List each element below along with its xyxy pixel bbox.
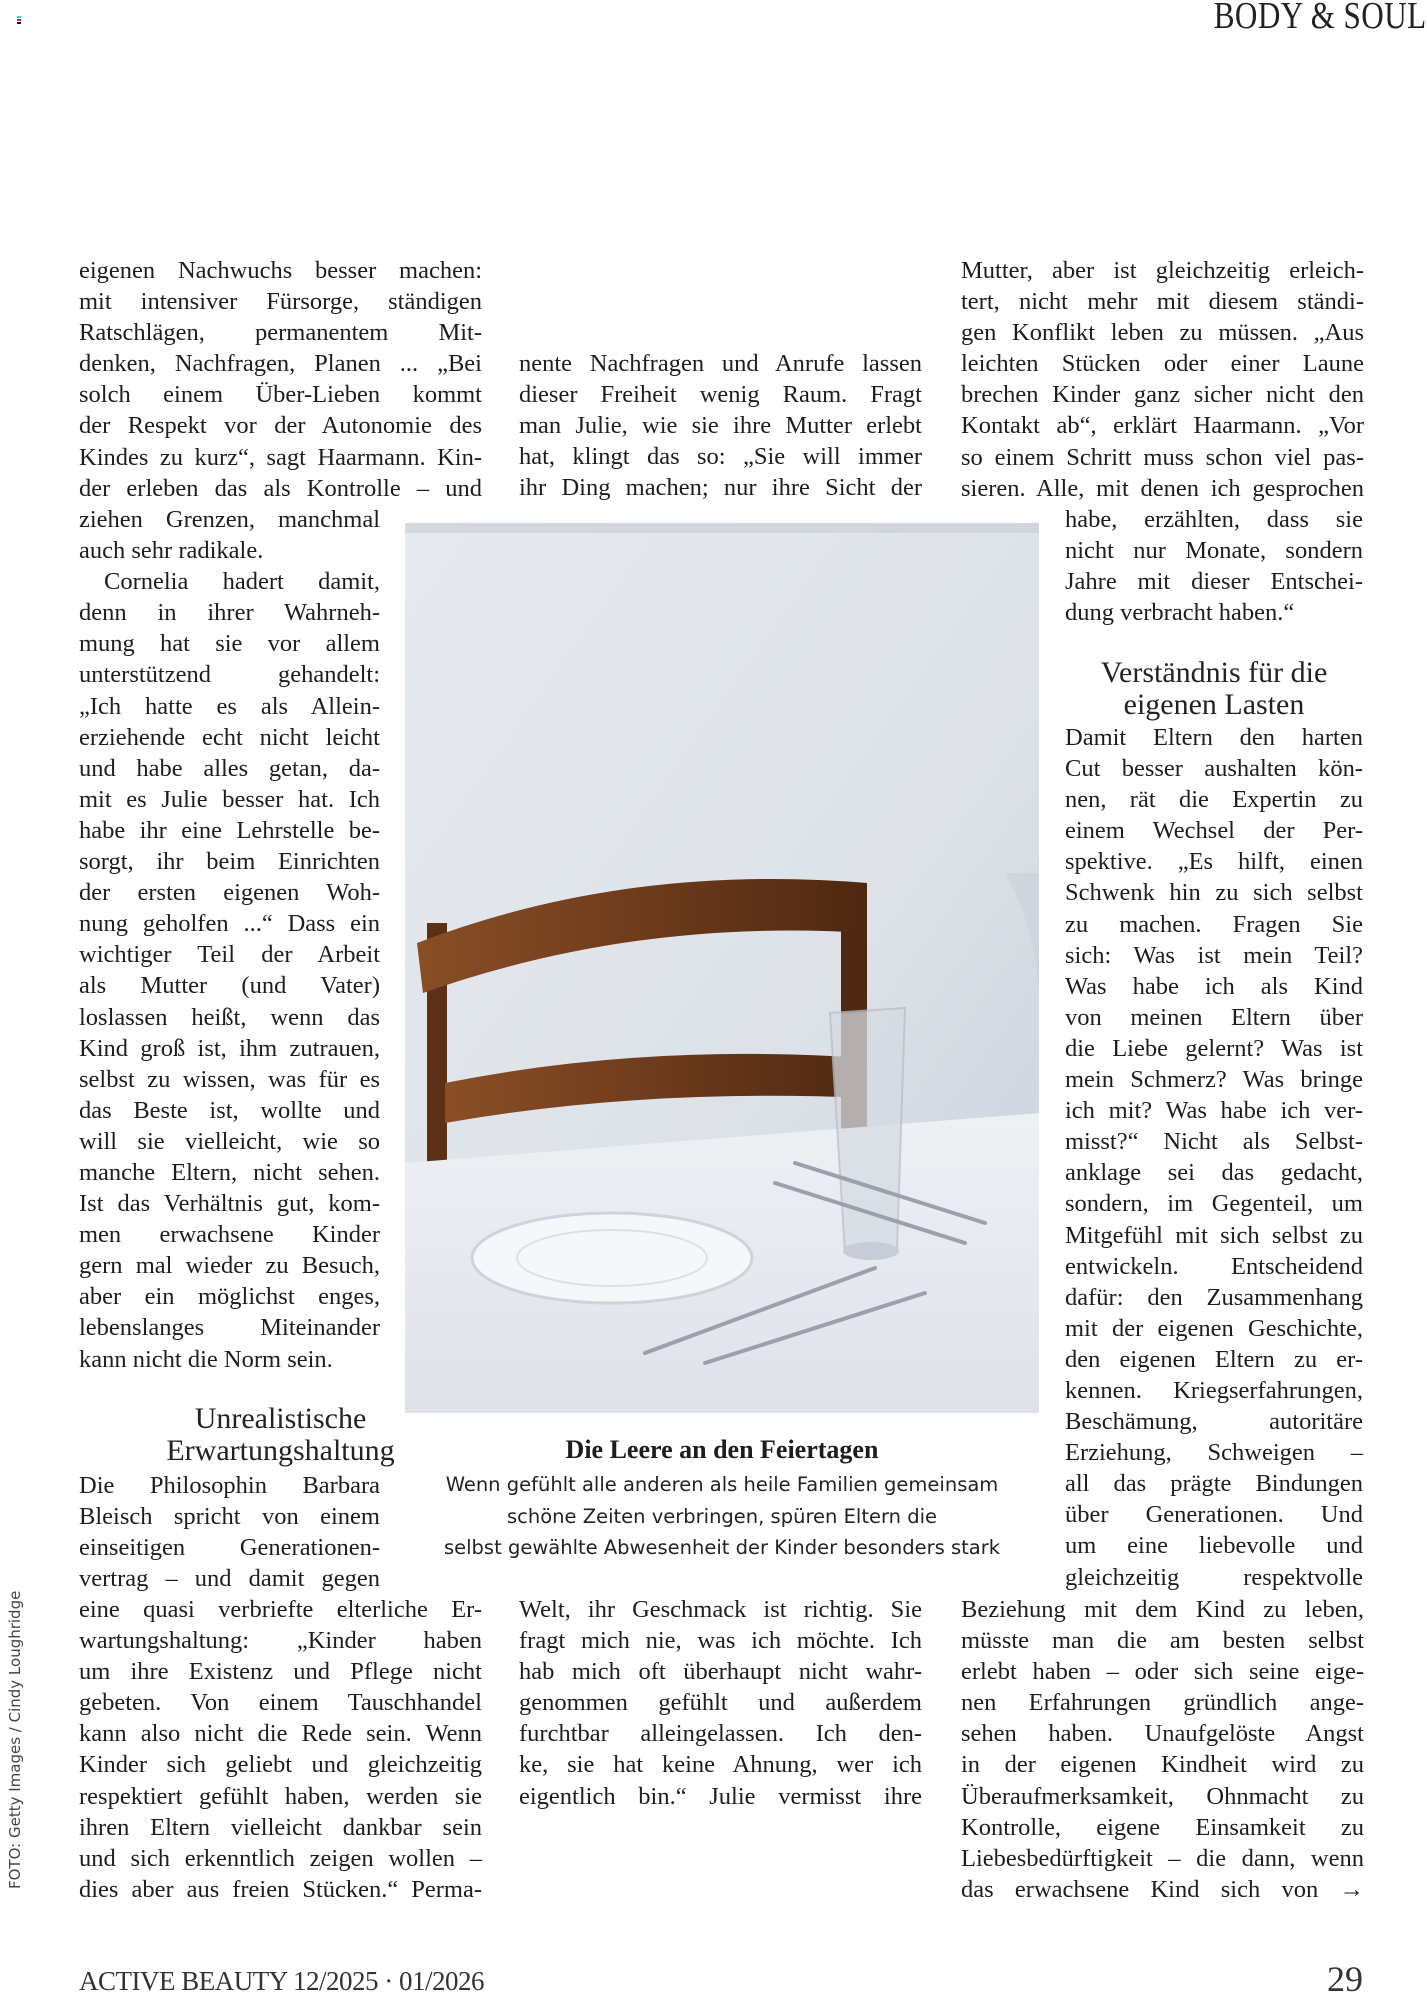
text-line: Was habe ich als Kind bbox=[1065, 972, 1363, 1000]
text-line: das Beste ist, wollte und bbox=[79, 1096, 380, 1124]
text-line: mung hat sie vor allem bbox=[79, 630, 380, 658]
text-line: sieren. Alle, mit denen ich gesprochen bbox=[961, 474, 1364, 502]
text-line: Kindes zu kurz“, sagt Haarmann. Kin- bbox=[79, 443, 482, 471]
subheading-line: Unrealistische bbox=[194, 1402, 367, 1435]
text-line: hab mich oft überhaupt nicht wahr- bbox=[519, 1658, 922, 1686]
text-line: entwickeln. Entscheidend bbox=[1065, 1252, 1363, 1280]
section-title: BODY & SOUL bbox=[1214, 0, 1427, 37]
text-line: dung verbracht haben.“ bbox=[1065, 599, 1295, 627]
text-line: manche Eltern, nicht sehen. bbox=[79, 1158, 380, 1186]
column-3-text-bottom bbox=[961, 1594, 1364, 1905]
text-line: sich: Was ist mein Teil? bbox=[1065, 941, 1363, 969]
text-line: aber ein möglichst enges, bbox=[79, 1283, 380, 1311]
text-line: so einem Schritt muss schon viel pas- bbox=[961, 443, 1364, 471]
text-line: Cut besser aushalten kön- bbox=[1065, 755, 1363, 783]
text-line: all das prägte Bindungen bbox=[1065, 1470, 1363, 1498]
text-line: kann nicht die Norm sein. bbox=[79, 1345, 333, 1373]
text-line: brechen Kinder ganz sicher nicht den bbox=[961, 381, 1364, 409]
text-line: tert, nicht mehr mit diesem ständi- bbox=[961, 288, 1364, 316]
text-line: denn in ihrer Wahrneh- bbox=[79, 599, 380, 627]
text-line: kann also nicht die Rede sein. Wenn bbox=[79, 1720, 482, 1748]
text-line: der Respekt vor der Autonomie des bbox=[79, 412, 482, 440]
text-line: von meinen Eltern über bbox=[1065, 1003, 1363, 1031]
text-line: sorgt, ihr beim Einrichten bbox=[79, 848, 380, 876]
column-3-text-top bbox=[961, 255, 1364, 504]
text-line: mit der eigenen Geschichte, bbox=[1065, 1314, 1363, 1342]
text-line: der ersten eigenen Woh- bbox=[79, 879, 380, 907]
text-line: kennen. Kriegserfahrungen, bbox=[1065, 1376, 1363, 1404]
text-line: nicht nur Monate, sondern bbox=[1065, 537, 1363, 565]
text-line: Beziehung mit dem Kind zu leben, bbox=[961, 1596, 1364, 1623]
photo-caption bbox=[405, 1469, 1039, 1564]
text-line: Kinder sich geliebt und gleichzeitig bbox=[79, 1751, 482, 1779]
text-line: ke, sie hat keine Ahnung, wer ich bbox=[519, 1751, 922, 1779]
text-line: die Liebe gelernt? Was ist bbox=[1065, 1034, 1363, 1062]
text-line: ihr Ding machen; nur ihre Sicht der bbox=[519, 474, 922, 502]
text-line: leichten Stücken oder einer Laune bbox=[961, 350, 1364, 378]
text-line: Ist das Verhältnis gut, kom- bbox=[79, 1190, 380, 1218]
text-line: hat, klingt das so: „Sie will immer bbox=[519, 443, 922, 471]
text-line: nente Nachfragen und Anrufe lassen bbox=[519, 350, 922, 377]
text-line: Mitgefühl mit sich selbst zu bbox=[1065, 1221, 1363, 1249]
subheading-line: Verständnis für die bbox=[1100, 656, 1328, 689]
text-line: spektive. „Es hilft, einen bbox=[1065, 848, 1363, 876]
text-line: dies aber aus freien Stücken.“ Perma- bbox=[79, 1875, 482, 1903]
magazine-issue: ACTIVE BEAUTY 12/2025 · 01/2026 bbox=[79, 1966, 484, 1996]
text-line: Mutter, aber ist gleichzeitig erleich- bbox=[961, 257, 1364, 284]
text-line: gen Konflikt leben zu müssen. „Aus bbox=[961, 319, 1364, 347]
text-line: habe, erzählten, dass sie bbox=[1065, 506, 1363, 533]
text-line: mein Schmerz? Was bringe bbox=[1065, 1066, 1363, 1094]
text-line: Welt, ihr Geschmack ist richtig. Sie bbox=[519, 1596, 922, 1623]
page-number: 29 bbox=[1327, 1959, 1363, 1999]
text-line: gebeten. Von einem Tauschhandel bbox=[79, 1689, 482, 1717]
text-line: selbst zu wissen, was für es bbox=[79, 1065, 380, 1093]
text-line: Kontakt ab“, erklärt Haarmann. „Vor bbox=[961, 412, 1364, 440]
text-line: Damit Eltern den harten bbox=[1065, 724, 1363, 751]
text-line: der erleben das als Kontrolle – und bbox=[79, 474, 482, 502]
text-line: man Julie, wie sie ihre Mutter erlebt bbox=[519, 412, 922, 440]
text-line: mit intensiver Fürsorge, ständigen bbox=[79, 288, 482, 316]
subheading-line: eigenen Lasten bbox=[1123, 688, 1305, 721]
column-1-text-top bbox=[79, 255, 482, 504]
text-line: Bleisch spricht von einem bbox=[79, 1503, 380, 1531]
text-line: Kontrolle, eigene Einsamkeit zu bbox=[961, 1813, 1364, 1841]
column-2-text-top bbox=[519, 348, 922, 503]
text-line: Die Philosophin Barbara bbox=[79, 1472, 380, 1499]
text-line: Ratschlägen, permanentem Mit- bbox=[79, 319, 482, 347]
text-line: den eigenen Eltern zu er- bbox=[1065, 1345, 1363, 1373]
caption-line: schöne Zeiten verbringen, spüren Eltern die bbox=[507, 1504, 937, 1528]
text-line: nen, rät die Expertin zu bbox=[1065, 786, 1363, 814]
text-line: über Generationen. Und bbox=[1065, 1501, 1363, 1529]
text-line: ziehen Grenzen, manchmal bbox=[79, 506, 380, 533]
subheading-line: Erwartungshaltung bbox=[166, 1434, 395, 1467]
text-line: zu machen. Fragen Sie bbox=[1065, 910, 1363, 938]
text-line: loslassen heißt, wenn das bbox=[79, 1003, 380, 1031]
text-line: wichtiger Teil der Arbeit bbox=[79, 941, 380, 969]
text-line: mit es Julie besser hat. Ich bbox=[79, 785, 380, 813]
text-line: und habe alles getan, da- bbox=[79, 754, 380, 782]
print-registration-mark bbox=[17, 16, 21, 26]
text-line: gern mal wieder zu Besuch, bbox=[79, 1252, 380, 1280]
text-line: sehen haben. Unaufgelöste Angst bbox=[961, 1720, 1364, 1748]
text-line: ihren Eltern vielleicht dankbar sein bbox=[79, 1813, 482, 1841]
text-line: einseitigen Generationen- bbox=[79, 1534, 380, 1562]
text-line: habe ihr eine Lehrstelle be- bbox=[79, 816, 380, 844]
text-line: Liebesbedürftigkeit – die dann, wenn bbox=[961, 1844, 1364, 1872]
column-3-text-middle bbox=[1065, 722, 1363, 1593]
column-1-text-bottom bbox=[79, 1594, 482, 1905]
text-line: dieser Freiheit wenig Raum. Fragt bbox=[519, 381, 922, 409]
text-line: respektiert gefühlt haben, werden sie bbox=[79, 1782, 482, 1810]
text-line: Kind groß ist, ihm zutrauen, bbox=[79, 1034, 380, 1062]
text-line: um eine liebevolle und bbox=[1065, 1532, 1363, 1560]
text-line: um ihre Existenz und Pflege nicht bbox=[79, 1658, 482, 1686]
article-photo-empty-chair-table bbox=[405, 523, 1039, 1413]
text-line: erlebt haben – oder sich seine eige- bbox=[961, 1658, 1364, 1686]
text-line: Beschämung, autoritäre bbox=[1065, 1408, 1363, 1436]
caption-line: Wenn gefühlt alle anderen als heile Familien gemeinsam bbox=[445, 1473, 999, 1496]
subheading-verstaendnis bbox=[1065, 657, 1363, 721]
text-line: Schwenk hin zu sich selbst bbox=[1065, 879, 1363, 907]
text-line: nung geholfen ...“ Dass ein bbox=[79, 910, 380, 938]
text-line: in der eigenen Kindheit wird zu bbox=[961, 1751, 1364, 1779]
text-line: und sich erkenntlich zeigen wollen – bbox=[79, 1844, 482, 1872]
text-line: denken, Nachfragen, Planen ... „Bei bbox=[79, 350, 482, 378]
photo-caption-title: Die Leere an den Feiertagen bbox=[565, 1435, 879, 1464]
text-line: ich mit? Was habe ich ver- bbox=[1065, 1097, 1363, 1125]
photo-credit: FOTO: Getty Images / Cindy Loughridge bbox=[6, 1590, 24, 1889]
text-line: Jahre mit dieser Entschei- bbox=[1065, 568, 1363, 596]
text-line: das erwachsene Kind sich von → bbox=[961, 1875, 1364, 1903]
text-line: Erziehung, Schweigen – bbox=[1065, 1439, 1363, 1467]
text-line: wartungshaltung: „Kinder haben bbox=[79, 1627, 482, 1655]
text-line: men erwachsene Kinder bbox=[79, 1221, 380, 1249]
photo-illustration bbox=[405, 523, 1039, 1413]
text-line: vertrag – und damit gegen bbox=[79, 1565, 380, 1593]
text-line: gleichzeitig respektvolle bbox=[1065, 1563, 1363, 1591]
text-line: genommen gefühlt und außerdem bbox=[519, 1689, 922, 1717]
text-line: müsste man die am besten selbst bbox=[961, 1627, 1364, 1655]
text-line: eigentlich bin.“ Julie vermisst ihre bbox=[519, 1782, 922, 1810]
text-line: Cornelia hadert damit, bbox=[104, 568, 380, 596]
text-line: eigenen Nachwuchs besser machen: bbox=[79, 257, 482, 284]
text-line: unterstützend gehandelt: bbox=[79, 661, 380, 689]
text-line: Überaufmerksamkeit, Ohnmacht zu bbox=[961, 1782, 1364, 1810]
text-line: furchtbar alleingelassen. Ich den- bbox=[519, 1720, 922, 1748]
text-line: auch sehr radikale. bbox=[79, 537, 264, 565]
text-line: als Mutter (und Vater) bbox=[79, 972, 380, 1000]
text-line: einem Wechsel der Per- bbox=[1065, 817, 1363, 845]
column-2-text-bottom bbox=[519, 1594, 922, 1812]
column-1-text-wrap bbox=[79, 504, 380, 1375]
text-line: misst?“ Nicht als Selbst- bbox=[1065, 1128, 1363, 1156]
text-line: dafür: den Zusammenhang bbox=[1065, 1283, 1363, 1311]
text-line: sondern, im Gegenteil, um bbox=[1065, 1190, 1363, 1218]
caption-line: selbst gewählte Abwesenheit der Kinder besonders stark bbox=[443, 1536, 1001, 1559]
text-line: anklage sei das gedacht, bbox=[1065, 1159, 1363, 1187]
text-line: eine quasi verbriefte elterliche Er- bbox=[79, 1596, 482, 1623]
text-line: nen Erfahrungen gründlich ange- bbox=[961, 1689, 1364, 1717]
text-line: erziehende echt nicht leicht bbox=[79, 723, 380, 751]
text-line: will sie vielleicht, wie so bbox=[79, 1127, 380, 1155]
text-line: lebenslanges Miteinander bbox=[79, 1314, 380, 1342]
column-3-text-wrap bbox=[1065, 504, 1363, 628]
text-line: solch einem Über-Lieben kommt bbox=[79, 381, 482, 409]
plate bbox=[472, 1213, 752, 1303]
text-line: „Ich hatte es als Allein- bbox=[79, 692, 380, 720]
column-1-text-after-heading bbox=[79, 1470, 380, 1594]
text-line: fragt mich nie, was ich möchte. Ich bbox=[519, 1627, 922, 1655]
